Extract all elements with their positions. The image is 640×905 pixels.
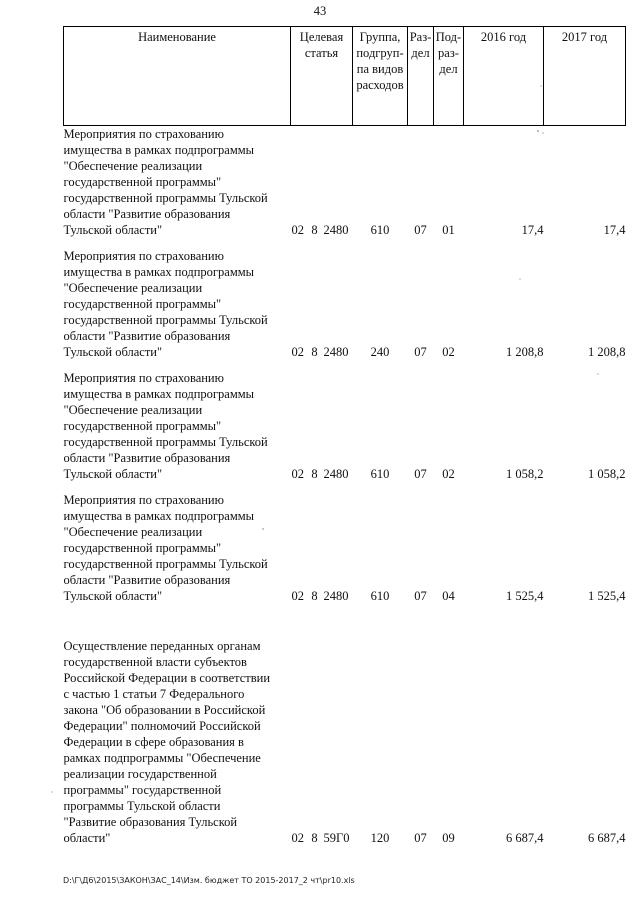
row-name-line: области" <box>63 831 111 845</box>
target-program: 02 <box>291 831 304 845</box>
row-name-line: с частью 1 статьи 7 Федерального <box>63 687 245 701</box>
row-subsection: 09 <box>442 831 455 845</box>
row-target-article <box>291 638 353 846</box>
target-direction: 2480 <box>323 589 349 603</box>
row-section: 07 <box>414 345 427 359</box>
budget-table <box>63 26 626 846</box>
row-spacer <box>64 360 626 370</box>
row-name-line: области "Развитие образования <box>63 573 231 587</box>
row-name-line: "Обеспечение реализации <box>63 403 203 417</box>
row-name-line: государственной программы Тульской <box>63 435 268 449</box>
row-subsection: 02 <box>442 467 455 481</box>
row-name-line: Мероприятия по страхованию <box>63 127 224 141</box>
row-subsection: 01 <box>442 223 455 237</box>
header-name: Наименование <box>64 27 291 126</box>
row-amount-2016: 17,4 <box>521 223 544 237</box>
row-name <box>64 370 291 482</box>
table-row <box>64 248 626 360</box>
row-name-line: имущества в рамках подпрограммы <box>63 387 255 401</box>
row-name-line: "Обеспечение реализации <box>63 159 203 173</box>
row-expense-group: 610 <box>370 223 390 237</box>
row-name-line: государственной программы" <box>63 297 222 311</box>
row-name-line: области "Развитие образования <box>63 451 231 465</box>
row-name-line: государственной программы" <box>63 541 222 555</box>
row-expense-group: 610 <box>370 467 390 481</box>
header-section: Раз-дел <box>408 27 434 126</box>
row-amount-2016: 6 687,4 <box>506 831 544 845</box>
table-row <box>64 370 626 482</box>
page-number: 43 <box>313 4 327 18</box>
row-name-line: Тульской области" <box>63 589 163 603</box>
row-amount-2016: 1 525,4 <box>506 589 544 603</box>
target-direction: 2480 <box>323 467 349 481</box>
row-target-article <box>291 126 353 239</box>
row-name-line: имущества в рамках подпрограммы <box>63 265 255 279</box>
table-row <box>64 492 626 604</box>
row-amount-2017: 17,4 <box>603 223 626 237</box>
row-name-line: закона "Об образовании в Российской <box>63 703 266 717</box>
footer-file-path: D:\Г\Д6\2015\ЗАКОН\ЗАС_14\Изм. бюджет ТО 2015-2017_2 чт\pr10.xls <box>63 876 355 885</box>
row-name-line: государственной власти субъектов <box>63 655 247 669</box>
header-year-2017: 2017 год <box>544 27 626 126</box>
target-subprogram: 8 <box>311 589 318 603</box>
header-expense-group: Группа, подгруп-па видов расходов <box>353 27 408 126</box>
row-name-line: Тульской области" <box>63 223 163 237</box>
target-direction: 59Г0 <box>323 831 350 845</box>
row-amount-2017: 1 208,8 <box>588 345 626 359</box>
row-amount-2017: 1 525,4 <box>588 589 626 603</box>
row-name-line: реализации государственной <box>63 767 217 781</box>
row-name-line: области "Развитие образования <box>63 207 231 221</box>
target-program: 02 <box>291 589 304 603</box>
row-name <box>64 638 291 846</box>
target-program: 02 <box>291 467 304 481</box>
row-name-line: программы Тульской области <box>63 799 221 813</box>
target-subprogram: 8 <box>311 223 318 237</box>
table-row <box>64 638 626 846</box>
row-target-article <box>291 492 353 604</box>
row-target-article <box>291 248 353 360</box>
row-amount-2016: 1 058,2 <box>506 467 544 481</box>
header-target-article: Целевая статья <box>291 27 353 126</box>
row-name-line: области "Развитие образования <box>63 329 231 343</box>
row-section: 07 <box>414 223 427 237</box>
row-name-line: имущества в рамках подпрограммы <box>63 509 255 523</box>
target-subprogram: 8 <box>311 831 318 845</box>
row-name-line: Мероприятия по страхованию <box>63 249 224 263</box>
row-section: 07 <box>414 589 427 603</box>
row-subsection: 04 <box>442 589 455 603</box>
row-name-line: программы" государственной <box>63 783 222 797</box>
target-subprogram: 8 <box>311 345 318 359</box>
row-name-line: Тульской области" <box>63 467 163 481</box>
header-year-2016: 2016 год <box>464 27 544 126</box>
row-spacer <box>64 482 626 492</box>
row-name-line: государственной программы Тульской <box>63 313 268 327</box>
row-section: 07 <box>414 467 427 481</box>
table-header <box>64 27 626 126</box>
table-body <box>64 126 626 847</box>
row-expense-group: 240 <box>370 345 390 359</box>
row-name-line: государственной программы Тульской <box>63 191 268 205</box>
row-name-line: рамках подпрограммы "Обеспечение <box>63 751 261 765</box>
target-subprogram: 8 <box>311 467 318 481</box>
row-amount-2017: 6 687,4 <box>588 831 626 845</box>
row-name-line: "Развитие образования Тульской <box>63 815 238 829</box>
row-name-line: Мероприятия по страхованию <box>63 371 224 385</box>
target-program: 02 <box>291 345 304 359</box>
row-expense-group: 120 <box>370 831 390 845</box>
row-name-line: государственной программы" <box>63 175 222 189</box>
row-name-line: "Обеспечение реализации <box>63 525 203 539</box>
row-name-line: "Обеспечение реализации <box>63 281 203 295</box>
table-row <box>64 126 626 239</box>
row-name-line: Мероприятия по страхованию <box>63 493 224 507</box>
row-name <box>64 248 291 360</box>
row-subsection: 02 <box>442 345 455 359</box>
row-name-line: Тульской области" <box>63 345 163 359</box>
row-name <box>64 492 291 604</box>
row-target-article <box>291 370 353 482</box>
row-amount-2016: 1 208,8 <box>506 345 544 359</box>
row-name-line: государственной программы Тульской <box>63 557 268 571</box>
row-amount-2017: 1 058,2 <box>588 467 626 481</box>
row-expense-group: 610 <box>370 589 390 603</box>
row-name-line: государственной программы" <box>63 419 222 433</box>
row-section: 07 <box>414 831 427 845</box>
row-name-line: Федерации в сфере образования в <box>63 735 244 749</box>
header-subsection: Под-раз-дел <box>434 27 464 126</box>
row-spacer <box>64 604 626 638</box>
target-direction: 2480 <box>323 223 349 237</box>
row-name <box>64 126 291 239</box>
target-program: 02 <box>291 223 304 237</box>
row-name-line: Российской Федерации в соответствии <box>63 671 271 685</box>
row-spacer <box>64 238 626 248</box>
row-name-line: Осуществление переданных органам <box>63 639 261 653</box>
row-name-line: имущества в рамках подпрограммы <box>63 143 255 157</box>
row-name-line: Федерации" полномочий Российской <box>63 719 261 733</box>
target-direction: 2480 <box>323 345 349 359</box>
